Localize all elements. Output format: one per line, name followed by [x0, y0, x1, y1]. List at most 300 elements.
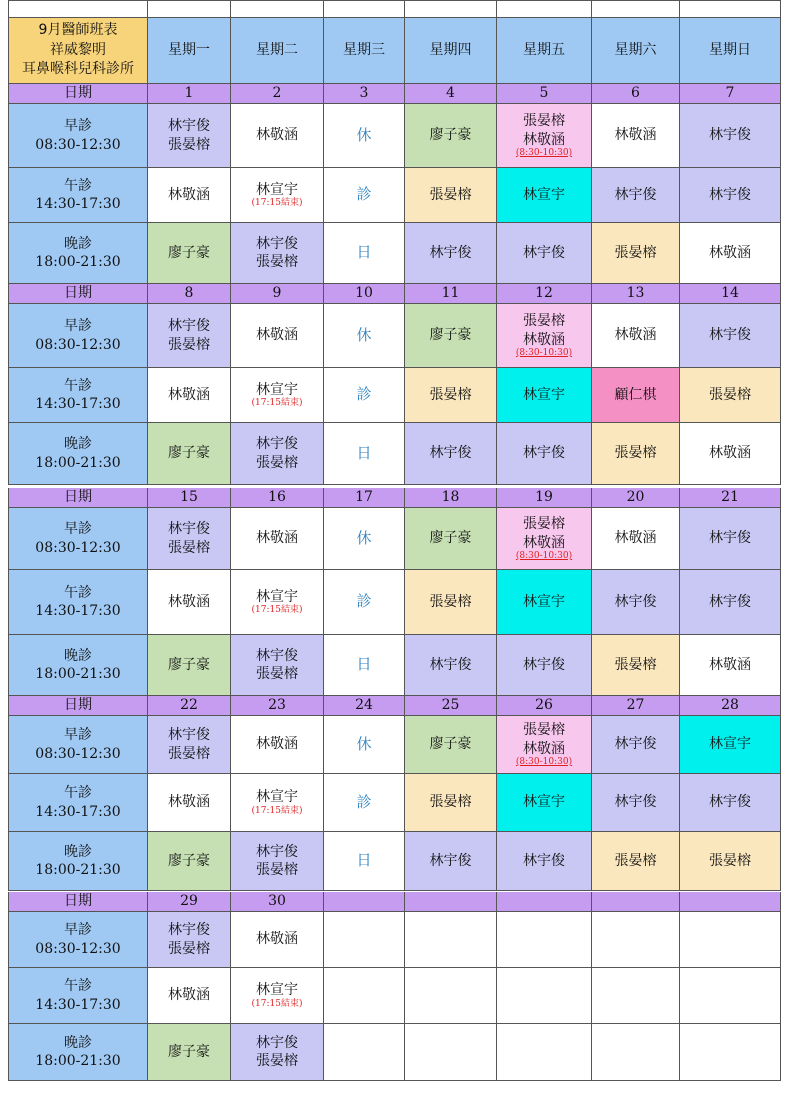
doctor-cell[interactable]	[680, 304, 781, 368]
doctor-name: 林宇俊	[256, 235, 298, 252]
clinic-title-cell	[8, 18, 148, 84]
shift-note: (17:15結束)	[251, 998, 303, 1009]
closed-cell[interactable]	[324, 168, 405, 223]
doctor-cell[interactable]	[324, 912, 405, 968]
doctor-cell[interactable]	[592, 168, 680, 223]
shift-name: 午診	[64, 177, 92, 194]
doctor-name: 林敬涵	[523, 331, 565, 348]
top-empty-cell[interactable]	[405, 0, 497, 18]
doctor-name: 林宇俊	[523, 656, 565, 673]
shift-note: (8:30-10:30)	[515, 550, 573, 561]
doctor-name: 林敬涵	[709, 445, 751, 462]
doctor-name: 張晏榕	[168, 745, 210, 762]
date-cell	[148, 488, 231, 508]
doctor-cell[interactable]	[497, 832, 592, 891]
date-cell	[680, 488, 781, 508]
shift-note: (17:15結束)	[251, 805, 303, 816]
doctor-cell[interactable]	[405, 168, 497, 223]
doctor-cell[interactable]	[231, 570, 324, 635]
doctor-cell[interactable]	[231, 223, 324, 284]
doctor-name: 廖子豪	[168, 1043, 210, 1060]
closed-char: 休	[356, 528, 372, 547]
closed-cell[interactable]	[324, 774, 405, 832]
top-empty-cell[interactable]	[231, 0, 324, 18]
doctor-name: 張晏榕	[709, 852, 751, 869]
shift-name: 早診	[64, 727, 92, 744]
date-number: 5	[539, 85, 549, 102]
doctor-cell[interactable]	[497, 912, 592, 968]
doctor-cell[interactable]	[148, 912, 231, 968]
doctor-cell[interactable]	[497, 635, 592, 696]
doctor-cell[interactable]	[148, 968, 231, 1024]
date-number: 13	[626, 285, 645, 302]
date-number: 2	[272, 85, 282, 102]
closed-cell[interactable]	[324, 223, 405, 284]
date-cell	[324, 284, 405, 304]
doctor-cell[interactable]	[680, 912, 781, 968]
doctor-cell[interactable]	[148, 368, 231, 423]
date-number: 22	[180, 697, 198, 714]
doctor-cell[interactable]	[231, 774, 324, 832]
date-cell	[231, 284, 324, 304]
doctor-name: 林敬涵	[168, 186, 210, 203]
doctor-cell[interactable]	[405, 223, 497, 284]
doctor-name: 張晏榕	[256, 254, 298, 270]
shift-label-cell	[8, 570, 148, 635]
weekday-header	[592, 18, 680, 84]
doctor-name: 林敬涵	[168, 593, 210, 610]
doctor-cell[interactable]	[405, 423, 497, 485]
doctor-cell[interactable]	[592, 508, 680, 570]
date-cell	[405, 892, 497, 912]
date-number: 4	[446, 85, 455, 102]
shift-name: 早診	[64, 521, 92, 538]
shift-label-cell	[8, 304, 148, 368]
shift-time: 14:30-17:30	[35, 803, 121, 820]
date-number: 18	[441, 489, 460, 506]
doctor-name: 廖子豪	[168, 445, 210, 462]
shift-time: 14:30-17:30	[35, 603, 121, 619]
shift-name: 午診	[64, 584, 92, 601]
date-cell	[497, 284, 592, 304]
doctor-cell[interactable]	[592, 774, 680, 832]
doctor-name: 林宇俊	[523, 852, 565, 869]
doctor-cell[interactable]	[405, 570, 497, 635]
shift-time: 08:30-12:30	[35, 336, 121, 353]
doctor-cell[interactable]	[592, 304, 680, 368]
doctor-name: 廖子豪	[429, 127, 472, 144]
doctor-cell[interactable]	[680, 423, 781, 485]
doctor-name: 林宇俊	[256, 1034, 298, 1051]
doctor-name: 林宇俊	[256, 436, 298, 453]
weekday-label: 星期日	[709, 42, 751, 59]
date-number: 29	[180, 893, 198, 910]
doctor-cell[interactable]	[405, 104, 497, 168]
doctor-name: 林宇俊	[709, 530, 751, 547]
doctor-cell[interactable]	[231, 968, 324, 1024]
date-label-text: 日期	[64, 697, 92, 714]
doctor-name: 林敬涵	[614, 530, 657, 547]
date-cell	[231, 84, 324, 104]
doctor-name: 張晏榕	[429, 593, 472, 610]
doctor-name: 張晏榕	[256, 862, 298, 878]
doctor-cell[interactable]	[324, 1024, 405, 1081]
doctor-cell[interactable]	[497, 304, 592, 368]
doctor-name: 林宇俊	[709, 127, 751, 144]
doctor-cell[interactable]	[680, 223, 781, 284]
shift-time: 08:30-12:30	[35, 136, 121, 153]
shift-note: (17:15結束)	[251, 398, 303, 409]
doctor-cell[interactable]	[405, 716, 497, 774]
closed-char: 日	[356, 851, 372, 870]
shift-label-cell	[8, 1024, 148, 1081]
doctor-cell[interactable]	[680, 508, 781, 570]
closed-cell[interactable]	[324, 423, 405, 485]
doctor-name: 林宇俊	[614, 186, 657, 203]
shift-label-cell	[8, 774, 148, 832]
top-empty-cell[interactable]	[148, 0, 231, 18]
title-line: 祥威黎明	[50, 41, 106, 58]
doctor-cell[interactable]	[231, 104, 324, 168]
doctor-cell[interactable]	[324, 968, 405, 1024]
doctor-name: 林宇俊	[614, 736, 657, 753]
doctor-cell[interactable]	[592, 832, 680, 891]
doctor-cell[interactable]	[231, 1024, 324, 1081]
doctor-name: 張晏榕	[523, 113, 565, 130]
shift-name: 早診	[64, 922, 92, 939]
weekday-header	[148, 18, 231, 84]
doctor-cell[interactable]	[592, 635, 680, 696]
doctor-name: 林敬涵	[523, 534, 565, 551]
date-number: 15	[180, 489, 198, 506]
date-number: 8	[184, 285, 194, 302]
closed-char: 日	[356, 443, 372, 462]
doctor-cell[interactable]	[148, 104, 231, 168]
doctor-cell[interactable]	[592, 912, 680, 968]
doctor-name: 林敬涵	[168, 987, 210, 1004]
doctor-name: 張晏榕	[429, 386, 472, 403]
doctor-cell[interactable]	[231, 368, 324, 423]
date-number: 26	[535, 697, 553, 714]
date-number: 25	[441, 697, 460, 714]
shift-label-cell	[8, 832, 148, 891]
doctor-cell[interactable]	[680, 104, 781, 168]
shift-label-cell	[8, 968, 148, 1024]
doctor-name: 林宣宇	[523, 186, 565, 203]
shift-time: 18:00-21:30	[35, 862, 121, 878]
shift-name: 晚診	[64, 1034, 92, 1051]
shift-label-cell	[8, 912, 148, 968]
doctor-name: 林敬涵	[614, 327, 657, 344]
date-label-text: 日期	[64, 893, 92, 910]
date-cell	[405, 488, 497, 508]
date-cell	[148, 284, 231, 304]
doctor-cell[interactable]	[231, 304, 324, 368]
doctor-name: 張晏榕	[523, 516, 565, 533]
doctor-name: 林宇俊	[168, 521, 210, 538]
doctor-cell[interactable]	[231, 716, 324, 774]
date-cell	[231, 696, 324, 716]
doctor-cell[interactable]	[231, 168, 324, 223]
doctor-name: 廖子豪	[429, 530, 472, 547]
doctor-cell[interactable]	[497, 368, 592, 423]
shift-time: 08:30-12:30	[35, 539, 121, 556]
doctor-cell[interactable]	[680, 168, 781, 223]
doctor-cell[interactable]	[405, 774, 497, 832]
doctor-cell[interactable]	[680, 968, 781, 1024]
doctor-name: 張晏榕	[168, 136, 210, 153]
doctor-name: 廖子豪	[429, 327, 472, 344]
date-cell	[592, 84, 680, 104]
doctor-name: 林敬涵	[256, 931, 298, 948]
weekday-header	[231, 18, 324, 84]
doctor-cell[interactable]	[405, 968, 497, 1024]
top-empty-cell[interactable]	[680, 0, 781, 18]
date-number: 20	[626, 489, 645, 506]
doctor-name: 張晏榕	[709, 386, 751, 403]
date-cell	[324, 696, 405, 716]
doctor-cell[interactable]	[680, 570, 781, 635]
date-cell	[324, 488, 405, 508]
doctor-cell[interactable]	[497, 104, 592, 168]
doctor-cell[interactable]	[592, 223, 680, 284]
top-empty-cell[interactable]	[592, 0, 680, 18]
date-cell	[680, 696, 781, 716]
doctor-cell[interactable]	[231, 423, 324, 485]
doctor-name: 林敬涵	[256, 530, 298, 547]
closed-char: 休	[356, 734, 372, 753]
shift-name: 午診	[64, 785, 92, 802]
doctor-name: 林宇俊	[709, 593, 751, 610]
date-row-label	[8, 696, 148, 716]
closed-cell[interactable]	[324, 368, 405, 423]
closed-cell[interactable]	[324, 104, 405, 168]
date-cell	[497, 488, 592, 508]
doctor-name: 林宣宇	[523, 593, 565, 610]
doctor-cell[interactable]	[148, 635, 231, 696]
doctor-cell[interactable]	[592, 968, 680, 1024]
doctor-name: 廖子豪	[168, 244, 210, 261]
doctor-cell[interactable]	[497, 774, 592, 832]
date-number: 10	[355, 285, 373, 302]
shift-note: (17:15結束)	[251, 605, 303, 616]
doctor-cell[interactable]	[680, 832, 781, 891]
doctor-name: 林宇俊	[523, 445, 565, 462]
closed-cell[interactable]	[324, 716, 405, 774]
doctor-cell[interactable]	[231, 832, 324, 891]
date-number: 6	[631, 85, 640, 102]
doctor-cell[interactable]	[497, 968, 592, 1024]
date-number: 14	[721, 285, 739, 302]
shift-name: 晚診	[64, 843, 92, 860]
shift-time: 18:00-21:30	[35, 254, 121, 270]
closed-cell[interactable]	[324, 635, 405, 696]
top-empty-cell[interactable]	[497, 0, 592, 18]
doctor-name: 林宇俊	[256, 843, 298, 860]
doctor-cell[interactable]	[592, 423, 680, 485]
doctor-cell[interactable]	[148, 716, 231, 774]
doctor-cell[interactable]	[405, 508, 497, 570]
doctor-name: 張晏榕	[256, 454, 298, 471]
doctor-cell[interactable]	[405, 832, 497, 891]
doctor-cell[interactable]	[680, 635, 781, 696]
shift-label-cell	[8, 508, 148, 570]
doctor-name: 顧仁棋	[614, 386, 657, 403]
doctor-cell[interactable]	[148, 570, 231, 635]
doctor-cell[interactable]	[148, 774, 231, 832]
date-number: 3	[359, 85, 369, 102]
doctor-name: 林敬涵	[523, 131, 565, 148]
shift-name: 午診	[64, 377, 92, 394]
doctor-cell[interactable]	[497, 508, 592, 570]
shift-time: 08:30-12:30	[35, 745, 121, 762]
shift-note: (17:15結束)	[251, 198, 303, 209]
doctor-name: 林宣宇	[256, 789, 298, 806]
doctor-cell[interactable]	[497, 423, 592, 485]
shift-name: 早診	[64, 318, 92, 335]
doctor-name: 張晏榕	[614, 656, 657, 673]
doctor-name: 林敬涵	[256, 327, 298, 344]
top-empty-cell[interactable]	[324, 0, 405, 18]
weekday-header	[680, 18, 781, 84]
date-label-text: 日期	[64, 285, 92, 302]
date-number: 1	[184, 85, 194, 102]
doctor-cell[interactable]	[497, 168, 592, 223]
doctor-cell[interactable]	[592, 570, 680, 635]
closed-char: 診	[356, 185, 372, 204]
doctor-cell[interactable]	[680, 1024, 781, 1081]
doctor-cell[interactable]	[497, 1024, 592, 1081]
top-empty-cell[interactable]	[8, 0, 148, 18]
doctor-cell[interactable]	[148, 508, 231, 570]
doctor-cell[interactable]	[680, 774, 781, 832]
date-row-label	[8, 892, 148, 912]
date-cell	[592, 488, 680, 508]
shift-note: (8:30-10:30)	[515, 347, 573, 358]
doctor-name: 張晏榕	[168, 539, 210, 556]
doctor-cell[interactable]	[497, 223, 592, 284]
date-number: 23	[268, 697, 286, 714]
doctor-name: 林宇俊	[523, 244, 565, 261]
closed-cell[interactable]	[324, 508, 405, 570]
date-cell	[405, 84, 497, 104]
doctor-cell[interactable]	[592, 1024, 680, 1081]
doctor-cell[interactable]	[592, 104, 680, 168]
doctor-cell[interactable]	[405, 912, 497, 968]
doctor-cell[interactable]	[148, 223, 231, 284]
doctor-name: 林宇俊	[614, 593, 657, 610]
date-row-label	[8, 284, 148, 304]
doctor-cell[interactable]	[680, 368, 781, 423]
doctor-name: 林宣宇	[523, 386, 565, 403]
closed-char: 休	[356, 325, 372, 344]
doctor-name: 林敬涵	[256, 127, 298, 144]
date-cell	[231, 488, 324, 508]
doctor-cell[interactable]	[148, 168, 231, 223]
date-cell	[148, 892, 231, 912]
doctor-cell[interactable]	[592, 716, 680, 774]
doctor-name: 林敬涵	[523, 740, 565, 757]
doctor-name: 廖子豪	[168, 656, 210, 673]
date-cell	[405, 696, 497, 716]
doctor-name: 張晏榕	[523, 722, 565, 739]
doctor-name: 張晏榕	[256, 1053, 298, 1069]
shift-label-cell	[8, 368, 148, 423]
doctor-name: 廖子豪	[429, 736, 472, 753]
date-label-text: 日期	[64, 85, 92, 102]
doctor-name: 張晏榕	[429, 794, 472, 811]
shift-label-cell	[8, 635, 148, 696]
doctor-cell[interactable]	[148, 423, 231, 485]
doctor-name: 張晏榕	[168, 336, 210, 353]
doctor-cell[interactable]	[148, 304, 231, 368]
doctor-name: 林宇俊	[709, 186, 751, 203]
doctor-cell[interactable]	[405, 304, 497, 368]
date-number: 16	[268, 489, 286, 506]
date-cell	[405, 284, 497, 304]
date-number: 12	[535, 285, 553, 302]
date-number: 17	[355, 489, 373, 506]
doctor-name: 林宇俊	[429, 445, 472, 462]
shift-name: 早診	[64, 118, 92, 135]
doctor-name: 林敬涵	[709, 656, 751, 673]
doctor-cell[interactable]	[592, 368, 680, 423]
doctor-cell[interactable]	[148, 1024, 231, 1081]
date-cell	[680, 84, 781, 104]
date-cell	[592, 892, 680, 912]
doctor-cell[interactable]	[680, 716, 781, 774]
doctor-name: 林宇俊	[429, 244, 472, 261]
doctor-name: 林宇俊	[168, 727, 210, 744]
closed-char: 休	[356, 125, 372, 144]
shift-time: 14:30-17:30	[35, 196, 121, 212]
doctor-cell[interactable]	[148, 832, 231, 891]
doctor-name: 林宇俊	[168, 922, 210, 939]
closed-cell[interactable]	[324, 832, 405, 891]
doctor-name: 林宣宇	[256, 588, 298, 605]
doctor-name: 林敬涵	[256, 736, 298, 753]
doctor-cell[interactable]	[497, 716, 592, 774]
doctor-cell[interactable]	[231, 508, 324, 570]
date-number: 24	[355, 697, 373, 714]
date-cell	[592, 696, 680, 716]
shift-time: 14:30-17:30	[35, 396, 121, 412]
doctor-cell[interactable]	[231, 635, 324, 696]
shift-time: 08:30-12:30	[35, 940, 121, 957]
weekday-label: 星期四	[429, 42, 472, 59]
doctor-name: 林敬涵	[168, 794, 210, 811]
weekday-header	[324, 18, 405, 84]
doctor-cell[interactable]	[405, 635, 497, 696]
doctor-name: 林宇俊	[614, 794, 657, 811]
date-cell	[148, 696, 231, 716]
shift-label-cell	[8, 423, 148, 485]
doctor-cell[interactable]	[231, 912, 324, 968]
doctor-cell[interactable]	[405, 1024, 497, 1081]
date-row-label	[8, 84, 148, 104]
doctor-name: 張晏榕	[256, 666, 298, 682]
doctor-name: 林宇俊	[168, 118, 210, 135]
doctor-cell[interactable]	[497, 570, 592, 635]
doctor-name: 林宇俊	[256, 647, 298, 664]
shift-label-cell	[8, 104, 148, 168]
closed-cell[interactable]	[324, 570, 405, 635]
doctor-cell[interactable]	[405, 368, 497, 423]
date-cell	[680, 892, 781, 912]
date-cell	[324, 84, 405, 104]
weekday-label: 星期一	[168, 42, 210, 59]
closed-cell[interactable]	[324, 304, 405, 368]
